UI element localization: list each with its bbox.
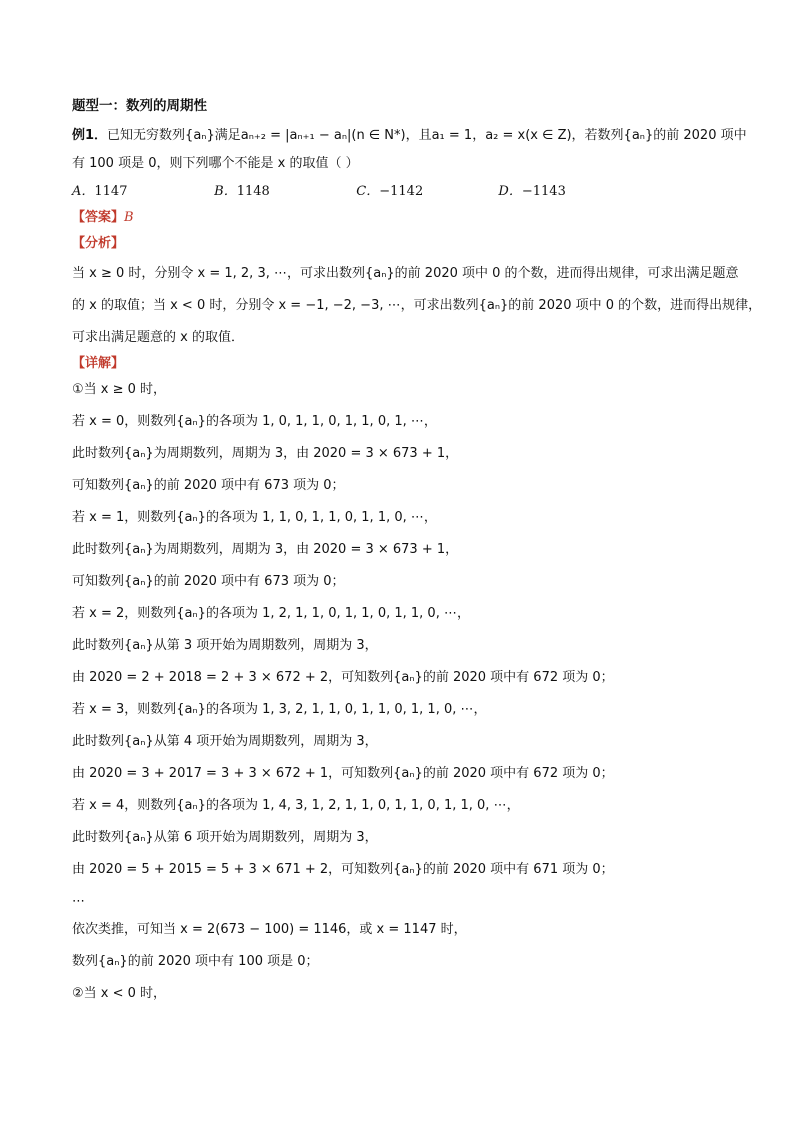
detail-line: ①当 x ≥ 0 时， (72, 382, 167, 397)
analysis-line: 当 x ≥ 0 时，分别令 x = 1, 2, 3, ⋯，可求出数列{aₙ}的前 2020 项中 0 的个数，进而得出规律，可求出满足题意 (72, 266, 739, 281)
detail-line: 此时数列{aₙ}为周期数列，周期为 3，由 2020 = 3 × 673 + 1， (72, 542, 459, 557)
detail-line: 可知数列{aₙ}的前 2020 项中有 673 项为 0； (72, 574, 345, 589)
option-c (356, 182, 494, 202)
option-b (214, 182, 352, 202)
analysis-tag: 【分析】 (72, 236, 125, 251)
detail-line: 由 2020 = 3 + 2017 = 3 + 3 × 672 + 1，可知数列{aₙ}的前 2020 项中有 672 项为 0； (72, 766, 614, 781)
detail-line: 此时数列{aₙ}从第 3 项开始为周期数列，周期为 3， (72, 638, 378, 653)
analysis-line: 的 x 的取值；当 x < 0 时，分别令 x = −1, −2, −3, ⋯，可求出数列{aₙ}的前 2020 项中 0 的个数，进而得出规律， (72, 298, 762, 313)
option-d (498, 182, 636, 202)
detail-line: 若 x = 2，则数列{aₙ}的各项为 1, 2, 1, 1, 0, 1, 1, 0, 1, 1, 0, ⋯， (72, 606, 470, 621)
detail-line: 数列{aₙ}的前 2020 项中有 100 项是 0； (72, 954, 319, 969)
option-c-letter: C． (356, 184, 380, 199)
detail-line: 若 x = 4，则数列{aₙ}的各项为 1, 4, 3, 1, 2, 1, 1, 0, 1, 1, 0, 1, 1, 0, ⋯， (72, 798, 520, 813)
detail-line: 此时数列{aₙ}从第 6 项开始为周期数列，周期为 3， (72, 830, 378, 845)
option-a-value: 1147 (94, 184, 128, 199)
options-row (72, 182, 636, 202)
option-a-letter: A． (72, 184, 95, 199)
section-title: 题型一：数列的周期性 (72, 98, 207, 114)
detail-line: 此时数列{aₙ}从第 4 项开始为周期数列，周期为 3， (72, 734, 378, 749)
answer-row (72, 208, 134, 228)
answer-value: B (124, 210, 134, 225)
detail-line: ②当 x < 0 时， (72, 986, 167, 1001)
option-d-value: −1143 (521, 184, 566, 199)
option-d-letter: D． (498, 184, 522, 199)
detail-line: 依次类推，可知当 x = 2(673 − 100) = 1146，或 x = 1147 时， (72, 922, 467, 937)
detail-line: 若 x = 1，则数列{aₙ}的各项为 1, 1, 0, 1, 1, 0, 1, 1, 0, ⋯， (72, 510, 437, 525)
analysis-line: 可求出满足题意的 x 的取值． (72, 330, 244, 345)
option-b-letter: B． (214, 184, 237, 199)
answer-tag: 【答案】 (72, 210, 125, 225)
example-label: 例1． (72, 128, 108, 143)
example-stem-text-1: 已知无穷数列{aₙ}满足aₙ₊₂ = |aₙ₊₁ − aₙ|(n ∈ N*)，且a₁ = 1，a₂ = x(x ∈ Z)，若数列{aₙ}的前 2020 项中 (107, 128, 747, 143)
detail-line: ⋯ (72, 894, 85, 909)
detail-line: 若 x = 0，则数列{aₙ}的各项为 1, 0, 1, 1, 0, 1, 1, 0, 1, ⋯， (72, 414, 437, 429)
detail-tag: 【详解】 (72, 356, 125, 371)
example-stem-line-1 (72, 126, 747, 146)
detail-line: 可知数列{aₙ}的前 2020 项中有 673 项为 0； (72, 478, 345, 493)
detail-line: 此时数列{aₙ}为周期数列，周期为 3，由 2020 = 3 × 673 + 1， (72, 446, 459, 461)
detail-line: 由 2020 = 5 + 2015 = 5 + 3 × 671 + 2，可知数列{aₙ}的前 2020 项中有 671 项为 0； (72, 862, 614, 877)
option-b-value: 1148 (236, 184, 270, 199)
detail-line: 若 x = 3，则数列{aₙ}的各项为 1, 3, 2, 1, 1, 0, 1, 1, 0, 1, 1, 0, ⋯， (72, 702, 487, 717)
example-stem-line-2: 有 100 项是 0，则下列哪个不能是 x 的取值（ ） (72, 156, 359, 171)
option-c-value: −1142 (379, 184, 424, 199)
detail-line: 由 2020 = 2 + 2018 = 2 + 3 × 672 + 2，可知数列{aₙ}的前 2020 项中有 672 项为 0； (72, 670, 614, 685)
option-a (72, 182, 210, 202)
